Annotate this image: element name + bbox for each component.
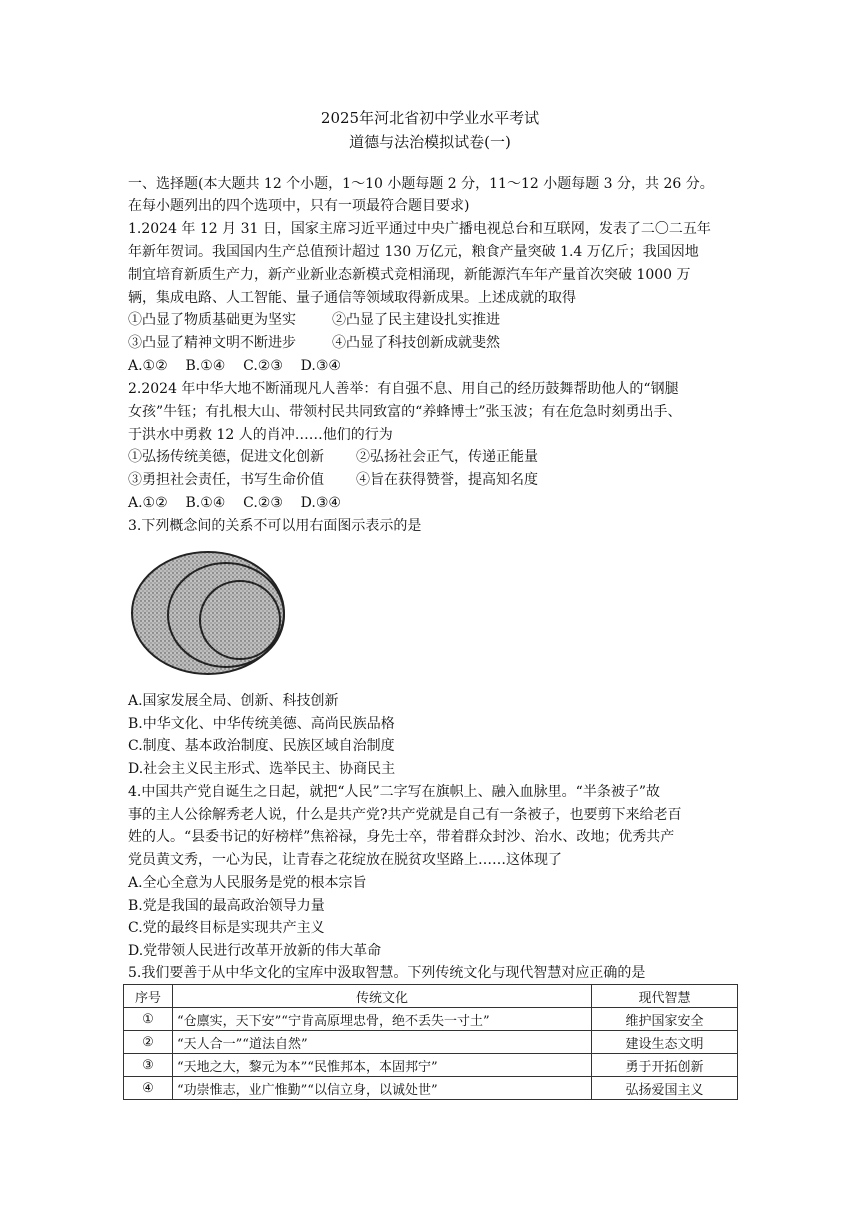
q2-stem-line: 女孩”牛钰；有扎根大山、带领村民共同致富的“养蜂博士”张玉波；有在危急时刻勇出手、 (128, 404, 682, 420)
section-instruction: 一、选择题(本大题共 12 个小题，1～10 小题每题 2 分，11～12 小题每题 3 分，共 26 分。 (128, 176, 714, 192)
q3-option: A.国家发展全局、创新、科技创新 (128, 693, 339, 709)
q4-option: D.党带领人民进行改革开放新的伟大革命 (128, 943, 382, 959)
header-cell: 序号 (124, 985, 173, 1008)
q1-stem-line: 年新年贺词。我国国内生产总值预计超过 130 万亿元，粮食产量突破 1.4 万亿斤；我国因地 (128, 244, 699, 260)
traditional-culture-cell: “天人合一”“道法自然” (173, 1031, 592, 1054)
q2-stem-line: 2.2024 年中华大地不断涌现凡人善举：有自强不息、用自己的经历鼓舞帮助他人的“钢腿 (128, 381, 679, 397)
exam-subtitle: 道德与法治模拟试卷(一) (349, 133, 511, 151)
modern-wisdom-cell: 维护国家安全 (592, 1008, 738, 1031)
q4-option: B.党是我国的最高政治领导力量 (128, 898, 325, 914)
q1-option: ④凸显了科技创新成就斐然 (332, 335, 500, 351)
row-number-cell: ① (124, 1008, 173, 1031)
header-cell: 现代智慧 (592, 985, 738, 1008)
modern-wisdom-cell: 建设生态文明 (592, 1031, 738, 1054)
q4-option: A.全心全意为人民服务是党的根本宗旨 (128, 875, 367, 891)
exam-title: 2025年河北省初中学业水平考试 (320, 109, 540, 127)
q1-option: ①凸显了物质基础更为坚实 (128, 312, 296, 328)
q2-stem-line: 于洪水中勇救 12 人的肖冲……他们的行为 (128, 427, 393, 443)
table-row (124, 1077, 738, 1100)
row-number-cell: ④ (124, 1077, 173, 1100)
q4-option: C.党的最终目标是实现共产主义 (128, 920, 325, 936)
nested-ellipses-diagram (128, 548, 288, 678)
q3-option: D.社会主义民主形式、选举民主、协商民主 (128, 761, 396, 777)
q1-option: ②凸显了民主建设扎实推进 (332, 312, 500, 328)
q1-option: ③凸显了精神文明不断进步 (128, 335, 296, 351)
section-instruction: 在每小题列出的四个选项中，只有一项最符合题目要求) (128, 198, 470, 214)
row-number-cell: ③ (124, 1054, 173, 1077)
table-row (124, 1054, 738, 1077)
q3-option: B.中华文化、中华传统美德、高尚民族品格 (128, 716, 395, 732)
modern-wisdom-cell: 勇于开拓创新 (592, 1054, 738, 1077)
traditional-culture-cell: “仓廪实，天下安”“宁肯高原埋忠骨，绝不丢失一寸土” (173, 1008, 592, 1031)
row-number-cell: ② (124, 1031, 173, 1054)
table-header-row (124, 985, 738, 1008)
q3-option: C.制度、基本政治制度、民族区域自治制度 (128, 738, 395, 754)
q2-option: ④旨在获得赞誉，提高知名度 (356, 472, 538, 488)
q5-stem: 5.我们要善于从中华文化的宝库中汲取智慧。下列传统文化与现代智慧对应正确的是 (128, 965, 646, 981)
q4-stem-line: 4.中国共产党自诞生之日起，就把“人民”二字写在旗帜上、融入血脉里。“半条被子”故 (128, 784, 660, 800)
modern-wisdom-cell: 弘扬爱国主义 (592, 1077, 738, 1100)
q5-table (123, 984, 738, 1100)
q1-stem-line: 制宜培育新质生产力，新产业新业态新模式竞相涌现，新能源汽车年产量首次突破 1000 万 (128, 267, 691, 283)
q4-stem-line: 姓的人。“县委书记的好榜样”焦裕禄，身先士卒，带着群众封沙、治水、改地；优秀共产 (128, 829, 675, 845)
q2-answers: A.①② B.①④ C.②③ D.③④ (128, 495, 341, 511)
q2-option: ①弘扬传统美德，促进文化创新 (128, 449, 324, 465)
traditional-culture-cell: “天地之大，黎元为本”“民惟邦本，本固邦宁” (173, 1054, 592, 1077)
q3-stem: 3.下列概念间的关系不可以用右面图示表示的是 (128, 518, 422, 534)
q4-stem-line: 党员黄文秀，一心为民，让青春之花绽放在脱贫攻坚路上……这体现了 (128, 852, 562, 868)
table-row (124, 1008, 738, 1031)
q2-option: ③勇担社会责任，书写生命价值 (128, 472, 324, 488)
q2-option: ②弘扬社会正气，传递正能量 (356, 449, 538, 465)
traditional-culture-cell: “功崇惟志，业广惟勤”“以信立身，以诚处世” (173, 1077, 592, 1100)
header-cell: 传统文化 (173, 985, 592, 1008)
q1-answers: A.①② B.①④ C.②③ D.③④ (128, 358, 341, 374)
q1-stem-line: 辆，集成电路、人工智能、量子通信等领域取得新成果。上述成就的取得 (128, 290, 576, 306)
table-row (124, 1031, 738, 1054)
q1-stem-line: 1.2024 年 12 月 31 日，国家主席习近平通过中央广播电视总台和互联网，发表了二〇二五年 (128, 221, 711, 237)
q4-stem-line: 事的主人公徐解秀老人说，什么是共产党?共产党就是自己有一条被子，也要剪下来给老百 (128, 807, 682, 823)
